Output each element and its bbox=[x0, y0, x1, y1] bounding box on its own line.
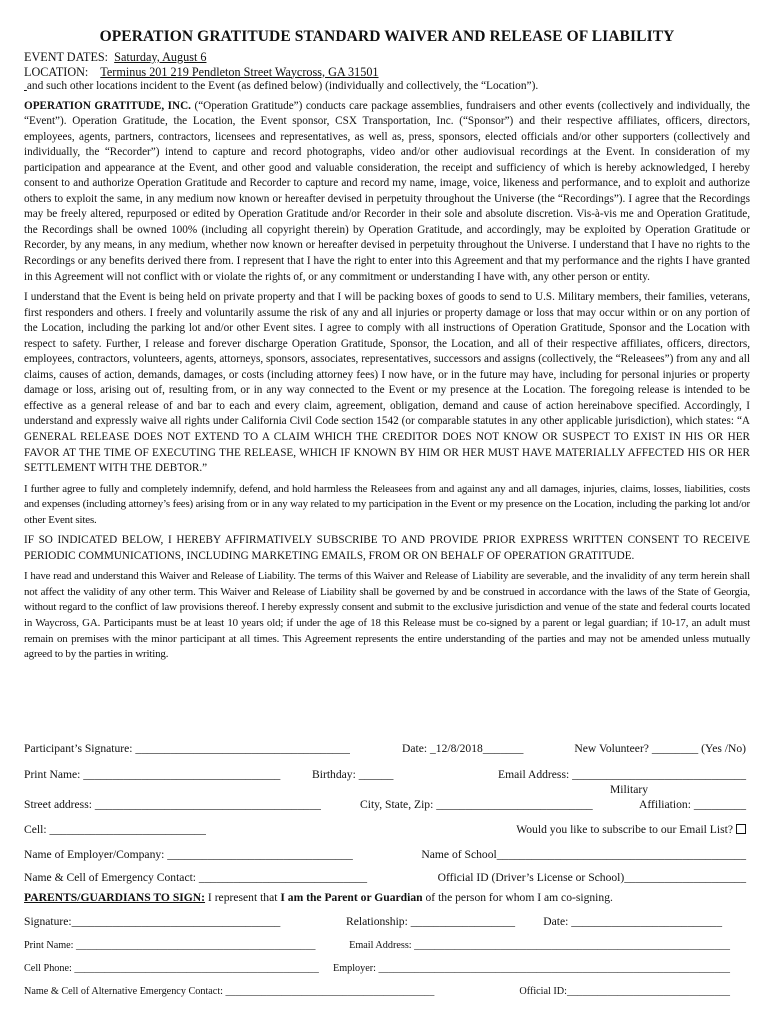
paragraph-release: I understand that the Event is being held on private property and that I will be packing boxes of goods to send to U.S. Military members, their families, veterans, first responders and others. I freely and voluntarily assume the risk of any and all injuries or property damage or loss that may occur within or on any portion of the Location, including the parking lot and/or other Event sites. I agree to comply with all instructions of Operation Gratitude, Sponsor and the Location with respect to safety. Further, I release and forever discharge Operation Gratitude, Sponsor, the Location, and all of their respective affiliates, officers, directors, employees, contractors, volunteers, agents, attorneys, sponsors, associates, representatives, successors and assigns (collectively, the “Releasees”) from any and all claims, causes of action, demands, damages, or costs (including attorney fees) I now have, or in the future may have, including for personal injuries or property damage or loss, arising out of, resulting from, or in any way connected to the Event or my presence at the Location. The foregoing release is intended to be effective as a general release of and bar to each and every claim, agreement, obligation, demand and cause of action hereinabove specified. Accordingly, I understand and expressly waive all rights under California Civil Code section 1542 (or comparable statutes in any other applicable jurisdiction), which states: “A GENERAL RELEASE DOES NOT EXTEND TO A CLAIM WHICH THE CREDITOR DOES NOT KNOW OR SUSPECT TO EXIST IN HIS OR HER FAVOR AT THE TIME OF EXECUTING THE RELEASE, WHICH IF KNOWN BY HIM OR HER MUST HAVE MATERIALLY AFFECTED HIS OR HER SETTLEMENT WITH THE DEBTOR.” bbox=[24, 291, 750, 475]
event-dates-row bbox=[24, 50, 750, 65]
paragraph-recordings-text: (“Operation Gratitude”) conducts care package assemblies, fundraisers and other events (collectively and individually, the “Event”). Operation Gratitude, the Location, the Event sponsor, CSX Transportation, Inc. (“Sponsor”) and their respective affiliates, officers, directors, employees, agents, partners, contractors, licensees and representatives, as well as, press, sponsors, elected officials and/or other supporters (collectively and individually, the “Recorder”) intend to capture and record photographs, video and/or other audiovisual recordings at the Event. In consideration of my participation and appearance at the Event, and other good and valuable consideration, the receipt and sufficiency of which is hereby acknowledged, I hereby consent to and authorize Operation Gratitude and Recorder to capture and record my name, image, voice, likeness and performance, and to exploit and authorize others to exploit the same, in any medium now known or hereafter devised in perpetuity throughout the Universe (the “Recordings”). I agree that the Recordings may be freely altered, repurposed or edited by Operation Gratitude and/or Recorder in their sole and absolute discretion. Vis-à-vis me and Operation Gratitude, the Recordings shall be owned 100% (including all copyright therein) by Operation Gratitude, and accordingly, may be exploited by Operation Gratitude or Recorder, by any means, in any medium, whether now known or hereafter devised in perpetuity throughout the Universe. I understand that I have no rights to the Recordings or any benefits derived there from. I represent that I have the right to enter into this Agreement and that my performance and the rights I have granted in this Agreement will not conflict with or violate the rights of, or any commitment or understanding I have with, any other person or entity. bbox=[24, 99, 750, 283]
paragraph-consent: IF SO INDICATED BELOW, I HEREBY AFFIRMATIVELY SUBSCRIBE TO AND PROVIDE PRIOR EXPRESS WRITTEN CONSENT TO RECEIVE PERIODIC COMMUNICATIONS, INCLUDING MARKETING EMAILS, FROM OR ON BEHALF OF OPERATION GRATITUDE. bbox=[24, 534, 750, 562]
guardian-name-row bbox=[24, 940, 750, 951]
guardian-signature-row bbox=[24, 915, 750, 928]
guardian-date-field[interactable]: Date: __________________________ bbox=[543, 915, 722, 928]
employer-field[interactable]: Name of Employer/Company: ________________________________ bbox=[24, 848, 353, 861]
date-field[interactable]: Date: _12/8/2018_______ bbox=[402, 742, 524, 755]
street-address-field[interactable]: Street address: _______________________________________ bbox=[24, 798, 321, 811]
print-name-row bbox=[24, 768, 750, 781]
subscribe-label: Would you like to subscribe to our Email List? bbox=[516, 823, 733, 836]
affiliation-field[interactable]: Affiliation: _________ bbox=[638, 798, 746, 811]
birthday-field[interactable]: Birthday: ______ bbox=[312, 768, 394, 781]
guardian-email-field[interactable]: Email Address: ______________________________________________________________ bbox=[349, 940, 730, 951]
guardian-signature-field[interactable]: Signature:____________________________________ bbox=[24, 915, 281, 928]
location-row bbox=[24, 65, 750, 80]
official-id-field[interactable]: Official ID (Driver’s License or School)_____________________ bbox=[437, 871, 746, 884]
guardian-heading-row bbox=[24, 891, 750, 904]
location-note-row bbox=[24, 79, 750, 94]
subscribe-option bbox=[516, 823, 746, 836]
location-note: and such other locations incident to the Event (as defined below) (individually and collectively, the “Location”). bbox=[26, 80, 539, 92]
guardian-text-1: I represent that bbox=[205, 891, 281, 904]
org-name: OPERATION GRATITUDE, INC. bbox=[24, 99, 191, 112]
location-value: Terminus 201 219 Pendleton Street Waycross, GA 31501 bbox=[100, 64, 379, 79]
new-volunteer-field[interactable]: New Volunteer? ________ (Yes /No) bbox=[574, 742, 746, 755]
guardian-official-id-field[interactable]: Official ID:________________________________ bbox=[519, 986, 730, 997]
location-label: LOCATION: bbox=[24, 64, 89, 79]
emergency-row bbox=[24, 871, 750, 884]
paragraph-indemnify: I further agree to fully and completely indemnify, defend, and hold harmless the Releasees from and against any and all damages, injuries, claims, losses, liabilities, costs and expenses (including attorney’s fees) arising from or in any way related to my participation in the Event or my presence on the Location, including the parking lot and/or other Event sites. bbox=[24, 482, 750, 526]
waiver-document bbox=[24, 28, 750, 668]
participant-signature-row bbox=[24, 742, 750, 755]
guardian-alt-contact-row bbox=[24, 986, 750, 997]
emergency-contact-field[interactable]: Name & Cell of Emergency Contact: _____________________________ bbox=[24, 871, 368, 884]
alternative-emergency-contact-field[interactable]: Name & Cell of Alternative Emergency Contact: _________________________________________ bbox=[24, 986, 435, 997]
guardian-title: PARENTS/GUARDIANS TO SIGN: bbox=[24, 891, 206, 904]
event-dates-value: Saturday, August 6 bbox=[114, 50, 207, 64]
cell-row bbox=[24, 823, 750, 836]
guardian-print-name-field[interactable]: Print Name: _______________________________________________ bbox=[24, 940, 316, 951]
email-field[interactable]: Email Address: ______________________________ bbox=[498, 768, 746, 781]
event-dates-label: EVENT DATES: bbox=[24, 50, 109, 64]
cell-field[interactable]: Cell: ___________________________ bbox=[24, 823, 206, 836]
participant-signature-field[interactable]: Participant’s Signature: _____________________________________ bbox=[24, 742, 350, 755]
document-title: OPERATION GRATITUDE STANDARD WAIVER AND RELEASE OF LIABILITY bbox=[99, 28, 675, 45]
guardian-relationship-field[interactable]: Relationship: __________________ bbox=[346, 915, 516, 928]
paragraph-recordings bbox=[24, 99, 750, 286]
street-row bbox=[24, 798, 750, 811]
employer-row bbox=[24, 848, 750, 861]
guardian-text-bold: I am the Parent or Guardian bbox=[280, 891, 423, 904]
city-state-zip-field[interactable]: City, State, Zip: ___________________________ bbox=[360, 798, 593, 811]
guardian-text-2: of the person for whom I am co-signing. bbox=[422, 891, 613, 904]
print-name-field[interactable]: Print Name: __________________________________ bbox=[24, 768, 281, 781]
guardian-cell-field[interactable]: Cell Phone: ________________________________________________ bbox=[24, 963, 319, 974]
subscribe-checkbox[interactable] bbox=[736, 824, 746, 834]
event-meta bbox=[24, 50, 750, 94]
school-field[interactable]: Name of School___________________________________________ bbox=[421, 848, 746, 861]
guardian-employer-field[interactable]: Employer: _____________________________________________________________________ bbox=[332, 963, 730, 974]
military-label: Military bbox=[610, 783, 648, 796]
guardian-cell-row bbox=[24, 963, 750, 974]
paragraph-governing: I have read and understand this Waiver and Release of Liability. The terms of this Waiver and Release of Liability are severable, and the invalidity of any term herein shall not affect the validity of any other term. This Waiver and Release of Liability shall be governed by and be construed in accordance with the laws of the State of Georgia, without regard to the conflict of law provisions thereof. I hereby expressly consent and submit to the exclusive jurisdiction and venue of the state and federal courts located in Waycross, GA. Participants must be at least 10 years old; if under the age of 18 this Release must be co-signed by a parent or legal guardian; if 10-17, an adult must remain on premises with the minor participant at all times. This Agreement represents the entire understanding of the parties and may not be amended unless mutually agreed to by the parties in writing. bbox=[24, 570, 750, 661]
